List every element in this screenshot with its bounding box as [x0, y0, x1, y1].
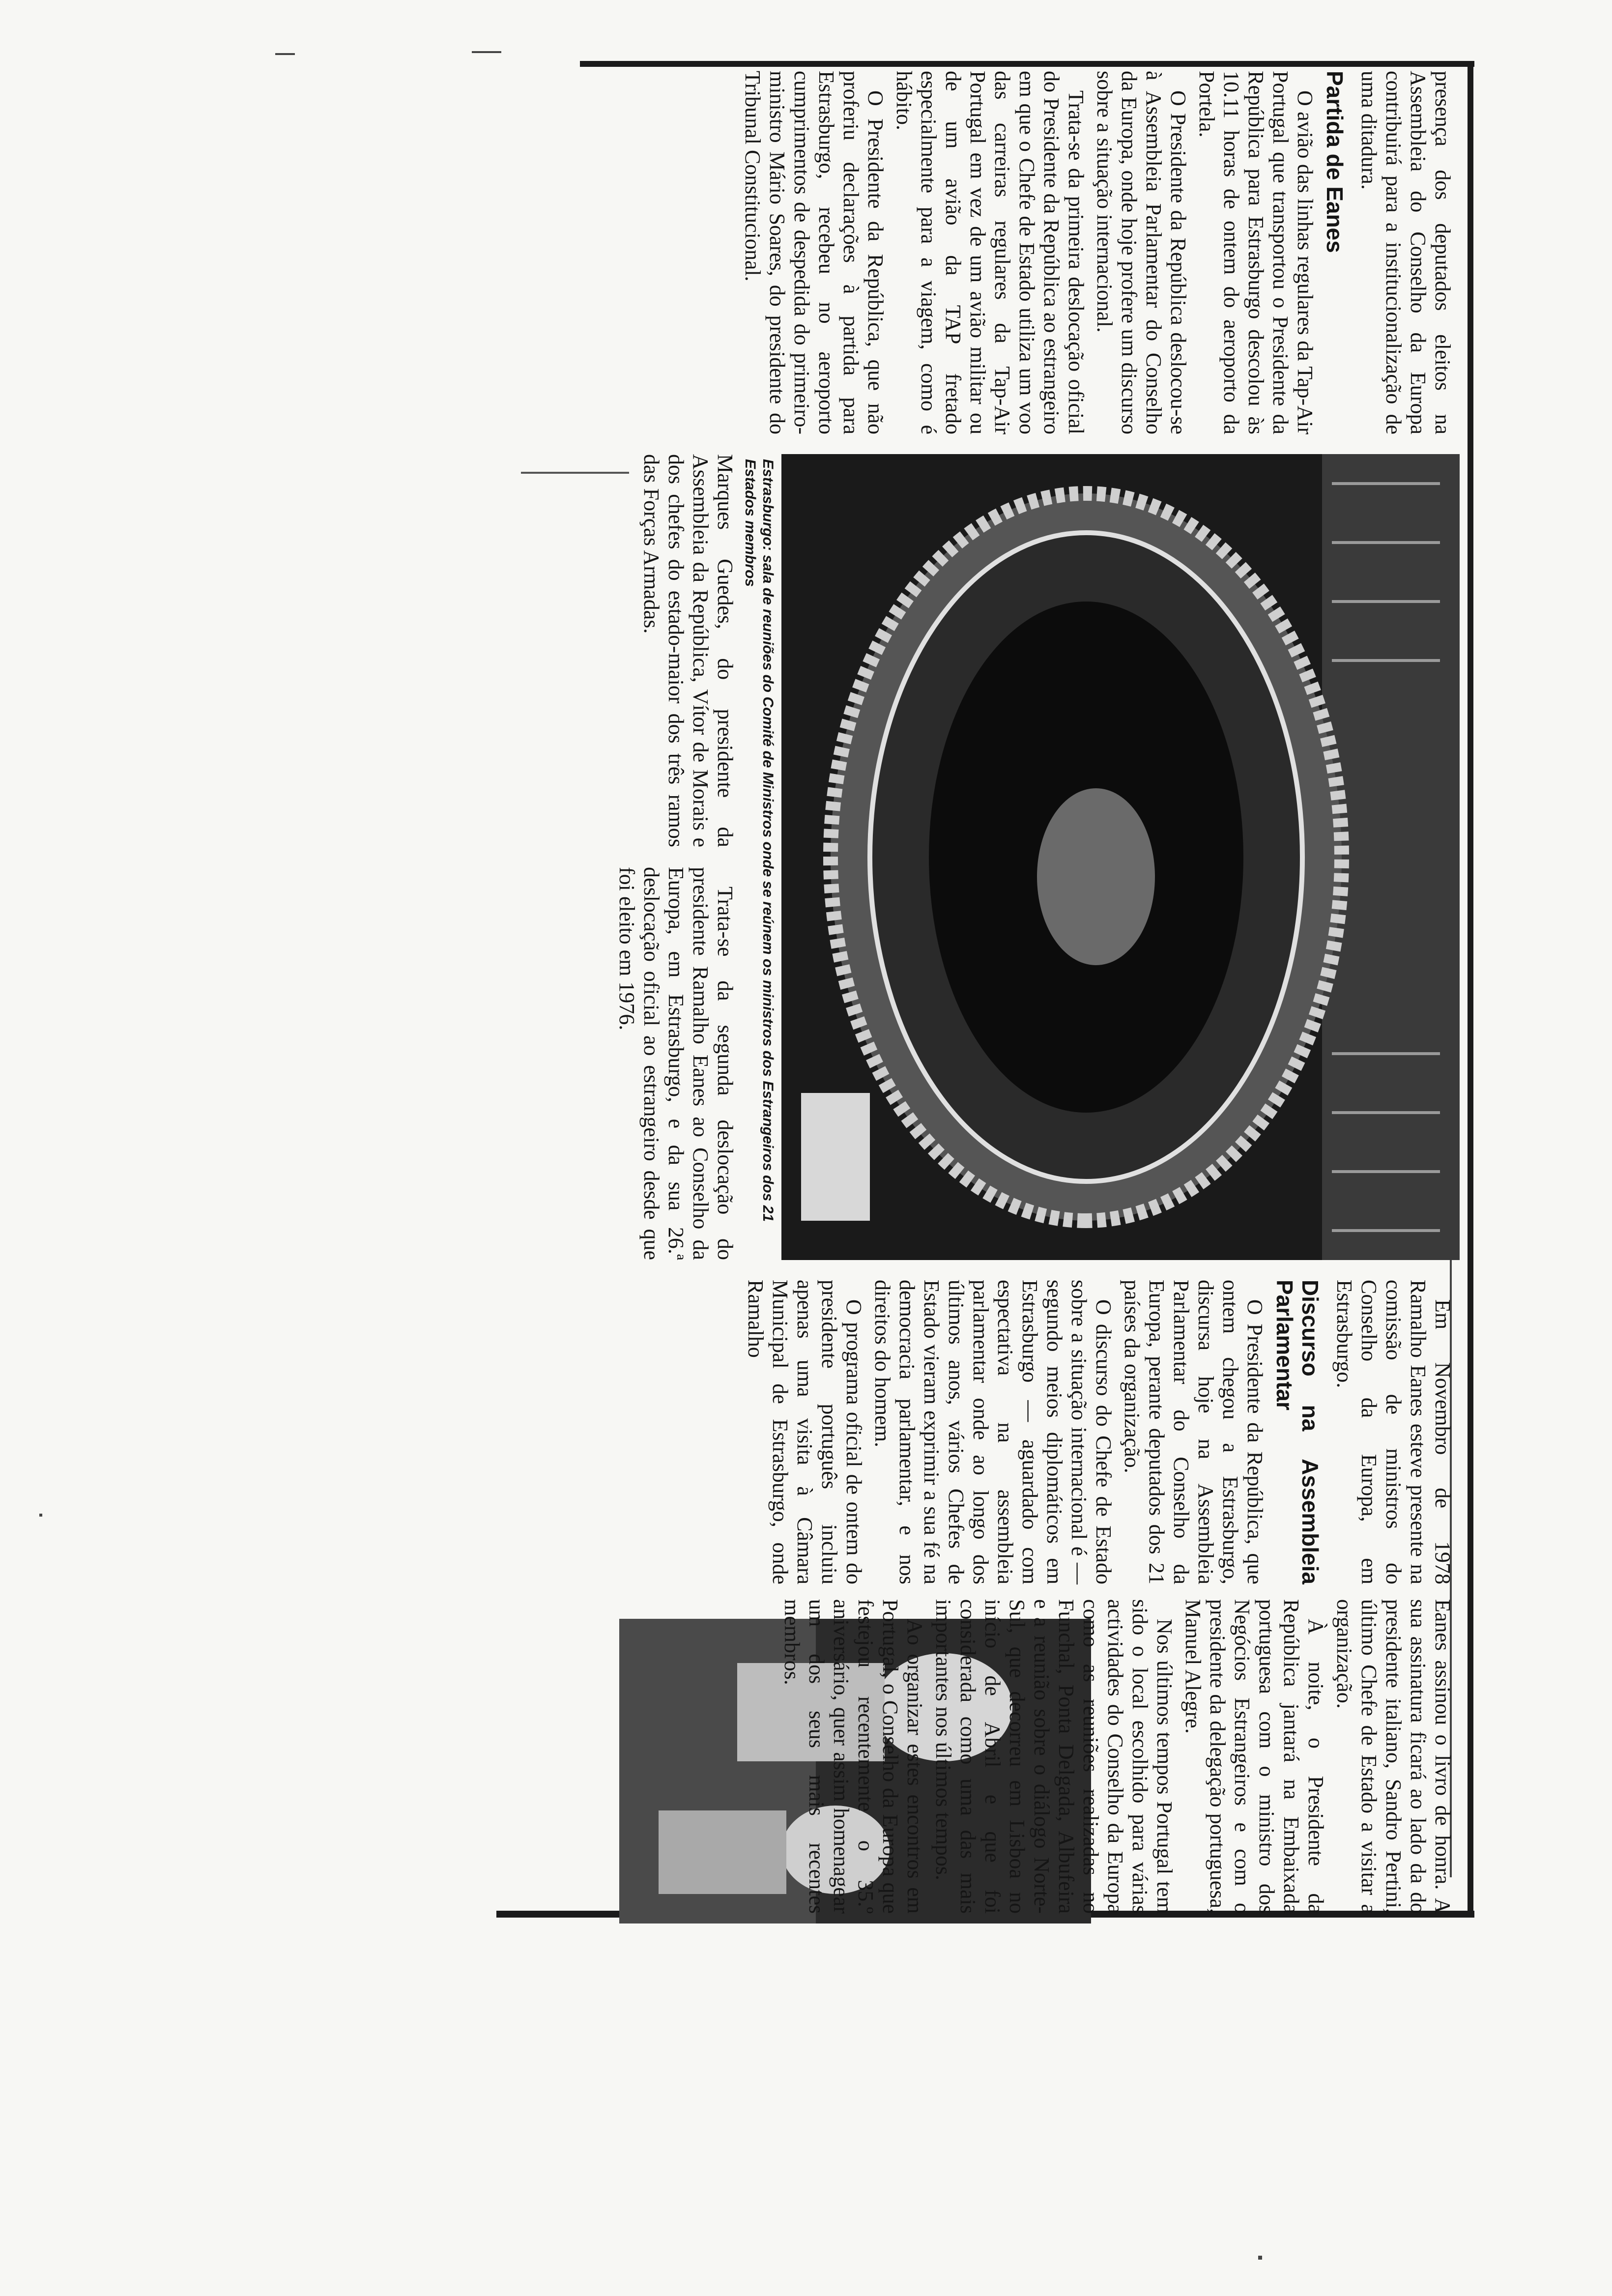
paragraph: Em Novembro de 1978 Ramalho Eanes esteve presente na comissão de ministros do Conselho da Europa, em Estrasburgo. — [1332, 1280, 1455, 1584]
paragraph: Trata-se da segunda deslocação do presidente Ramalho Eanes ao Conselho da Europa, em Estrasburgo, e da sua 26.ª deslocação oficial ao estrangeiro desde que foi eleito em 1976. — [615, 867, 737, 1260]
council-chamber-image — [781, 454, 1460, 1260]
photo-caption: Estrasburgo: sala de reuniões do Comité de Ministros onde se reúnem os ministros dos Estrangeiros dos 21 Estados membros — [742, 459, 776, 1222]
paragraph: O avião das linhas regulares da Tap-Air Portugal que transportou o Presidente da República para Estrasburgo descolou às 10.11 horas de ontem do aeroporto da Portela. — [1195, 71, 1317, 434]
paragraph: Trata-se da primeira deslocação oficial do Presidente da República ao estrangeiro em que o Chefe de Estado utiliza um voo das carreiras regulares da Tap-Air Portugal em vez de um avião militar ou de um avião da TAP fretado especialmente para a viagem, como é hábito. — [892, 71, 1088, 434]
scan-speck — [275, 53, 295, 55]
council-chamber-photo — [781, 454, 1460, 1260]
paragraph: O Presidente da República, que ontem chegou a Estrasburgo, discursa hoje na Assembleia Parlamentar do Conselho da Europa, perante deputados dos 21 países da organização. — [1120, 1280, 1267, 1584]
paragraph: Marques Guedes, do presidente da Assembleia da República, Vítor de Morais e dos chefes do estado-maior dos três ramos das Forças Armadas. — [639, 454, 737, 847]
article-column-2 — [614, 454, 737, 1260]
paragraph: O programa oficial de ontem do presidente português incluiu apenas uma visita à Câmara Municipal de Estrasburgo, onde Ramalho — [744, 1280, 866, 1584]
paragraph: Ao organizar estes encontros em Portugal, o Conselho da Europa que festejou recentemente o 35.º aniversário, quer assim homenagear um dos seus mais recentes membros. — [780, 1599, 927, 1914]
section-heading: Partida de Eanes — [1322, 71, 1348, 253]
newspaper-article — [496, 61, 1474, 1919]
article-column-1 — [736, 71, 1455, 434]
paragraph: O discurso do Chefe de Estado sobre a situação internacional é — segundo meios diplomáticos em Estrasburgo — aguardado com espectativa na assembleia parlamentar onde ao longo dos últimos anos, vários Chefes de Estado vieram exprimir a sua fé na democracia parlamentar, e nos direitos do homem. — [870, 1280, 1116, 1584]
paragraph: O Presidente da República, que não proferiu declarações à partida para Estrasburgo, recebeu no aeroporto cumprimentos de despedida do primeiro-ministro Mário Soares, do presidente do Tribunal Constitucional. — [741, 71, 888, 434]
paragraph: Eanes assinou o livro de honra. A sua assinatura ficará ao lado da do presidente italiano, Sandro Pertini, último Chefe de Estado a visitar a organização. — [1332, 1599, 1455, 1914]
scan-speck — [39, 1514, 42, 1517]
paragraph: À noite, o Presidente da República jantará na Embaixada portuguesa com o ministro dos Negócios Estrangeiros e com o presidente da delegação portuguesa, Manuel Alegre. — [1181, 1599, 1328, 1914]
section-heading: Discurso na Assembleia Parlamentar — [1272, 1280, 1323, 1584]
scan-speck — [1258, 2256, 1262, 2260]
paragraph: O Presidente da República deslocou-se à Assembleia Parlamentar do Conselho da Europa, onde hoje profere um discurso sobre a situação internacional. — [1093, 71, 1190, 434]
article-column-3 — [739, 1280, 1455, 1584]
paragraph: presença dos deputados eleitos na Assembleia do Conselho da Europa contribuirá para a institucionalização de uma ditadura. — [1357, 71, 1455, 434]
scan-speck — [472, 51, 501, 53]
article-column-4 — [776, 1599, 1455, 1914]
paragraph: Nos últimos tempos Portugal tem sido o local escolhido para várias actividades do Conselho da Europa como as reuniões realizadas no Funchal, Ponta Delgada, Albufeira e a reunião sobre o diálogo Norte-Sul, que decorreu em Lisboa no início de Abril e que foi considerada como uma das mais importantes nos últimos tempos. — [931, 1599, 1177, 1914]
